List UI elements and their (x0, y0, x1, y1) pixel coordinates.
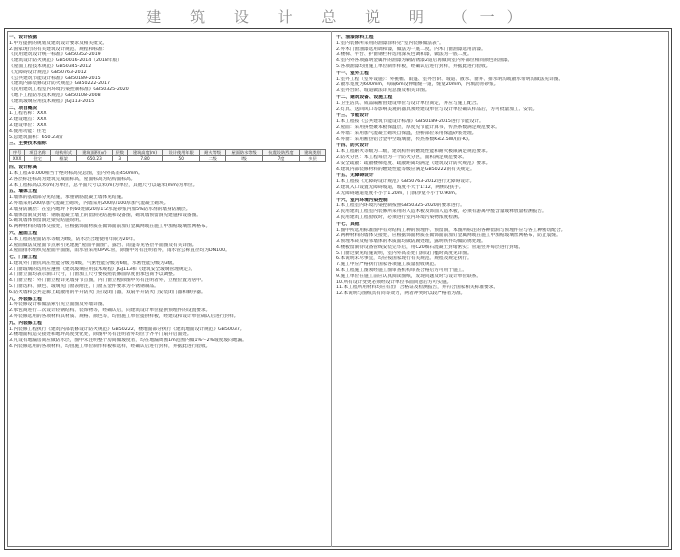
note-line: 1.建筑外门窗抗风压性能分级为4级，气密性能分级为6级，水密性能分级为3级。 (9, 260, 178, 266)
table-header-cell: 项目名称 (25, 150, 51, 156)
note-line: 《建筑玻璃应用技术规程》JGJ113-2015 (9, 98, 95, 104)
note-line: 1.内装修工程执行《建筑内部装修设计防火规范》GB50222，楼地面部分执行《建筑地面设计规范》GB50037。 (9, 326, 245, 332)
note-line: 《民用建筑工程室内环境污染控制标准》GB50325-2020 (9, 87, 129, 93)
table-cell: 650.23 (77, 156, 113, 162)
note-line: 6.本说明未尽事宜，均应按国家现行有关规范、规程及规定执行。 (336, 256, 472, 262)
note-line: 3.民用建筑工程验收时，必须进行室内环境污染物浓度检测。 (336, 214, 463, 220)
section-heading: 五、墙体工程 (9, 189, 38, 195)
table-cell: 50 (163, 156, 200, 162)
table-cell: 多层 (299, 156, 325, 162)
section-heading: 九、内装修工程 (9, 320, 42, 326)
note-line: 1.图中所选用标准图中有对结构工种的预埋件、预留洞，本图所标注的各种留洞与预埋件应与各工种密切配合。 (336, 227, 566, 233)
note-line: 2.楼地面构造交接处和地坪高度变化处，除图中另有注明者外均位于齐平门扇开启面处。 (9, 332, 192, 338)
note-line: 11.本工程所用材料均应有出厂合格证及检测报告，并符合国家相关标准要求。 (336, 285, 499, 291)
note-line: 2.散水宽度为600mm，每隔6m设伸缩缝一道，缝宽20mm，内填沥青砂浆。 (336, 82, 499, 88)
note-line: 1.本工程按《无障碍设计规范》GB50763-2012进行无障碍设计。 (336, 179, 475, 185)
note-line: 2.各层标注标高为建筑完成面标高，屋面标高为结构面标高。 (9, 176, 136, 182)
note-line: 3.本工程标高以米(m)为单位，总平面尺寸以米(m)为单位，其他尺寸以毫米(mm)为单位。 (9, 182, 198, 188)
note-line: 1.墙体的基础部分见结施，承重钢筋混凝土墙体见结施。 (9, 195, 126, 201)
note-line: 3.无障碍通道宽度不小于1.20m，门洞净宽不小于0.90m。 (336, 190, 460, 196)
note-line: 1.卫生洁具、成品隔断由建设单位与设计单位商定，并应与施工配合。 (336, 100, 482, 106)
note-line: 1.外装修设计和做法索引见立面图及外墙详图。 (9, 302, 108, 308)
section-heading: 六、屋面工程 (9, 230, 38, 236)
note-line: 9.施工单位在施工前应认真阅读图纸，发现问题及时与设计单位联系。 (336, 273, 482, 279)
left-notes-top (9, 35, 326, 147)
note-line: 1.室外工程（室外设施）：外挑檐、雨篷、室外台阶、坡道、散水、窗井、排水明沟或散水带明沟做法见详图。 (336, 76, 564, 82)
note-line: 5.门窗过梁见结施说明，室内外高差处门洞设门槛时高度见详图。 (336, 250, 472, 256)
column-divider (331, 31, 332, 547)
note-line: 4.室内外各项露明金属件的油漆为刷防锈漆2道后再做同室内外部位相同颜色的油漆。 (336, 58, 513, 64)
note-line: 2.民用建筑工程室内装修所采用的人造木板及饰面人造木板，必须有游离甲醛含量或释放量检测报告。 (336, 209, 547, 215)
note-line: 5.总建筑面积：650.23㎡ (9, 134, 63, 140)
table-cell: 7.80 (127, 156, 163, 162)
note-line: 3.建设单位：XXX (9, 122, 47, 128)
note-line: 2.防火分区：本工程每层为一个防火分区，面积满足规范要求。 (336, 154, 468, 160)
note-line: 3.室外台阶、坡道做法详见总图及相关详图。 (336, 88, 430, 94)
section-heading: 八、外装修工程 (9, 296, 42, 302)
section-heading: 十三、节能设计 (336, 113, 369, 119)
table-cell: 二级 (200, 156, 226, 162)
note-line: 1.室内装修所采用的油漆涂料见“室内装修做法表”。 (336, 40, 444, 46)
note-line: 4.墙体留洞及封堵：钢筋混凝土墙上的留洞见结施和设备图，砌筑墙预留洞见建施和设备图。 (9, 212, 201, 218)
section-heading: 十四、防火设计 (336, 143, 369, 149)
note-line: 6.两种材料的墙体交接处，应根据饰面材质在做饰面前加钉金属网或在施工中加贴玻璃丝网格布。 (9, 224, 211, 230)
note-line: 7.施工中应严格执行国家各项施工质量验收规范。 (336, 262, 439, 268)
table-header-cell: 结构形式 (51, 150, 77, 156)
note-line: 2.国家现行的有关建筑设计规范、规程和标准： (9, 46, 108, 52)
table-header-cell: 屋面防水等级 (226, 150, 263, 156)
right-notes (336, 35, 667, 297)
note-line: 1.本工程按《公共建筑节能设计标准》GB50189-2015进行节能设计。 (336, 119, 484, 125)
note-line: 《屋面工程技术规范》GB50345-2012 (9, 63, 92, 69)
table-header-cell: 抗震设防烈度 (263, 150, 300, 156)
note-line: 12.本说明与图纸具有同等效力，两者冲突时以较严格者为准。 (336, 291, 466, 297)
note-line: 4.内装修选用的各项材料，均由施工单位制作样板和选样，经确认后进行封样，并据此进行验收。 (9, 344, 211, 350)
note-line: 3.外装修选用的各项材料其材质、规格、颜色等，均由施工单位提供样板，经建设和设计单位确认后进行封样。 (9, 314, 239, 320)
note-line: 1.工程名称：XXX (9, 111, 47, 117)
note-line: 《地下工程防水技术规范》GB50108-2008 (9, 92, 101, 98)
note-line: 1.本工程±0.000相当于绝对标高见总图，室内外高差450mm。 (9, 170, 143, 176)
note-line: 4.门窗立樘：外门窗立樘详见墙身节点图，内门窗立樘除图中另有注明者外，立樘位置为居中。 (9, 278, 206, 284)
note-line: 2.承包商进行二次设计轻钢结构、装饰物等，经确认后，向建筑设计单位提供预埋件的设置要求。 (9, 308, 211, 314)
note-line: 8.本工程施工图须经施工图审查机构审查合格后方可用于施工。 (336, 268, 468, 274)
section-heading: 十、油漆涂料工程 (336, 35, 374, 40)
note-line: 4.外窗：采用断热铝合金中空玻璃窗，传热系数K≤2.5W/(㎡·K)。 (336, 136, 473, 142)
note-line: 2.屋面做法及屋面节点索引见建施“屋面平面图”，露台、雨篷等见各层平面图及有关详图。 (9, 242, 197, 248)
note-line: 3.墙身防潮层：在室内地坪下约60处做20厚1:2水泥砂浆内加5%防水剂的墙身防潮层。 (9, 206, 191, 212)
table-cell: Ⅰ级 (226, 156, 263, 162)
note-line: 3.屋面排水组织见屋面平面图，雨水管采用UPVC管，除图中另有注明者外，雨水管公称直径均为DN100。 (9, 248, 230, 254)
note-line: 5.砌筑墙体预留洞过梁见结施说明。 (9, 218, 84, 224)
note-line: 2.建设地点：XXX (9, 117, 47, 123)
table-cell: XXX (10, 156, 25, 162)
technical-indicators-table (9, 149, 326, 162)
table-header-cell: 建筑面积(㎡) (77, 150, 113, 156)
left-notes-bottom (9, 165, 326, 350)
note-line: 1.本工程耐火等级为二级，建筑构件的燃烧性能和耐火极限满足规范要求。 (336, 149, 491, 155)
note-line: 3.安全疏散：疏散楼梯宽度、疏散距离均满足《建筑设计防火规范》要求。 (336, 160, 491, 166)
left-column (9, 34, 326, 544)
note-line: 2.外木门窗油漆选用调和漆，做法为一底二度。内木门窗油漆选用清漆。 (336, 46, 486, 52)
note-line: 《民用建筑设计统一标准》GB50352-2019 (9, 52, 101, 58)
table-header-cell: 建筑类别 (299, 150, 325, 156)
section-heading: 七、门窗工程 (9, 255, 38, 261)
note-line: 3.凡设有地漏房间应做防水层，图中未注明整个房间做坡度者，均在地漏周围1m范围内做1%～2%坡度坡向地漏。 (9, 338, 247, 344)
section-heading: 十七、其他 (336, 221, 360, 227)
note-line: 2.屋面：采用挤塑聚苯板保温层，厚度见节能计算书，传热系数满足规范要求。 (336, 124, 500, 130)
table-header-cell: 层数 (112, 150, 127, 156)
note-line: 《公共建筑节能设计标准》GB50189-2015 (9, 75, 101, 81)
note-line: 3.预埋木砖及贴邻墙体的木质面均做防腐处理，露明铁件均做防锈处理。 (336, 239, 486, 245)
note-line: 5.门窗选料、颜色、玻璃见门窗表附注，门窗五金件要求为不锈钢制品。 (9, 284, 159, 290)
table-cell: 框架 (51, 156, 77, 162)
note-line: 2.建筑入口设置无障碍坡道，坡度不大于1:12，两侧设扶手。 (336, 184, 464, 190)
table-header-cell: 建筑高度(m) (127, 150, 163, 156)
section-heading: 一、设计依据 (9, 35, 38, 40)
table-header-cell: 设计使用年限 (163, 150, 200, 156)
note-line: 6.防火墙和公共走廊上疏散用的平开防火门应设闭门器，双扇平开防火门安装闭门器和顺序器。 (9, 289, 206, 295)
section-heading: 十一、室外工程 (336, 70, 369, 76)
note-line: 10.所有设计变更必须经设计单位书面同意后方可实施。 (336, 279, 452, 285)
right-column (336, 34, 667, 544)
note-line: 《建筑内部装修设计防火规范》GB50222-2017 (9, 81, 111, 87)
note-line: 3.外墙：采用加气混凝土砌块自保温，热桥部位采用保温砂浆处理。 (336, 130, 477, 136)
section-heading: 十二、建筑设备、设施工程 (336, 94, 393, 100)
note-line: 《无障碍设计规范》GB50763-2012 (9, 69, 87, 75)
section-heading: 十五、无障碍设计 (336, 173, 374, 179)
table-cell: 住宅 (25, 156, 51, 162)
table-row (10, 156, 326, 162)
note-line: 4.建筑内部装修材料的燃烧性能等级应满足GB50222的有关规定。 (336, 166, 475, 172)
note-line: 5.各项油漆均由施工单位制作样板，经确认后进行封样，并据此进行验收。 (336, 63, 491, 69)
table-header-cell: 耐火等级 (200, 150, 226, 156)
table-cell: 3 (112, 156, 127, 162)
table-header-cell: 序号 (10, 150, 25, 156)
section-heading: 四、设计标高 (9, 165, 38, 171)
note-line: 4.楼板留洞待设备管线安装完毕后，用C20细石混凝土封堵密实；管道竖井每层进行封堵。 (336, 244, 524, 250)
note-line: 1.甲方提供的规划及建筑设计要求及相关批文。 (9, 40, 108, 46)
note-line: 2.两种材料的墙体交接处，应根据饰面材质在做饰面前加钉金属网或在施工中加贴玻璃丝网格布，防止裂缝。 (336, 233, 561, 239)
note-line: 3.门窗立面均表示洞口尺寸，门窗加工尺寸要按照装修面厚度由承包商予以调整。 (9, 272, 178, 278)
table-cell: 7度 (263, 156, 300, 162)
note-line: 《建筑设计防火规范》GB50016-2014（2018年版） (9, 58, 122, 64)
note-line: 3.楼梯、平台、护窗钢栏杆选用深灰色调和漆，做法为一底二度。 (336, 52, 472, 58)
note-line: 2.外墙采用200厚加气混凝土砌块，内墙采用200厚/100厚加气混凝土砌块。 (9, 200, 169, 206)
section-heading: 十六、室内环境污染控制 (336, 197, 388, 203)
note-line: 4.使用功能：住宅 (9, 128, 47, 134)
section-heading: 三、主要技术指标 (9, 141, 47, 147)
note-line: 1.本工程室内环境污染控制按照GB50325-2020的要求进行。 (336, 203, 465, 209)
note-line: 2.门窗玻璃的选用应遵照《建筑玻璃应用技术规程》JGJ113和《建筑安全玻璃管理规定》。 (9, 266, 196, 272)
note-line: 2.灯具、送回风口等影响美观的器具须经建设单位与设计单位确认样品后，方可批量加工、安装。 (336, 106, 538, 112)
sheet-title: 建 筑 设 计 总 说 明 （一） (146, 8, 534, 26)
note-line: 1.本工程的屋面防水等级为Ⅰ级，防水层合理使用年限为20年。 (9, 236, 139, 242)
section-heading: 二、项目概况 (9, 105, 38, 111)
